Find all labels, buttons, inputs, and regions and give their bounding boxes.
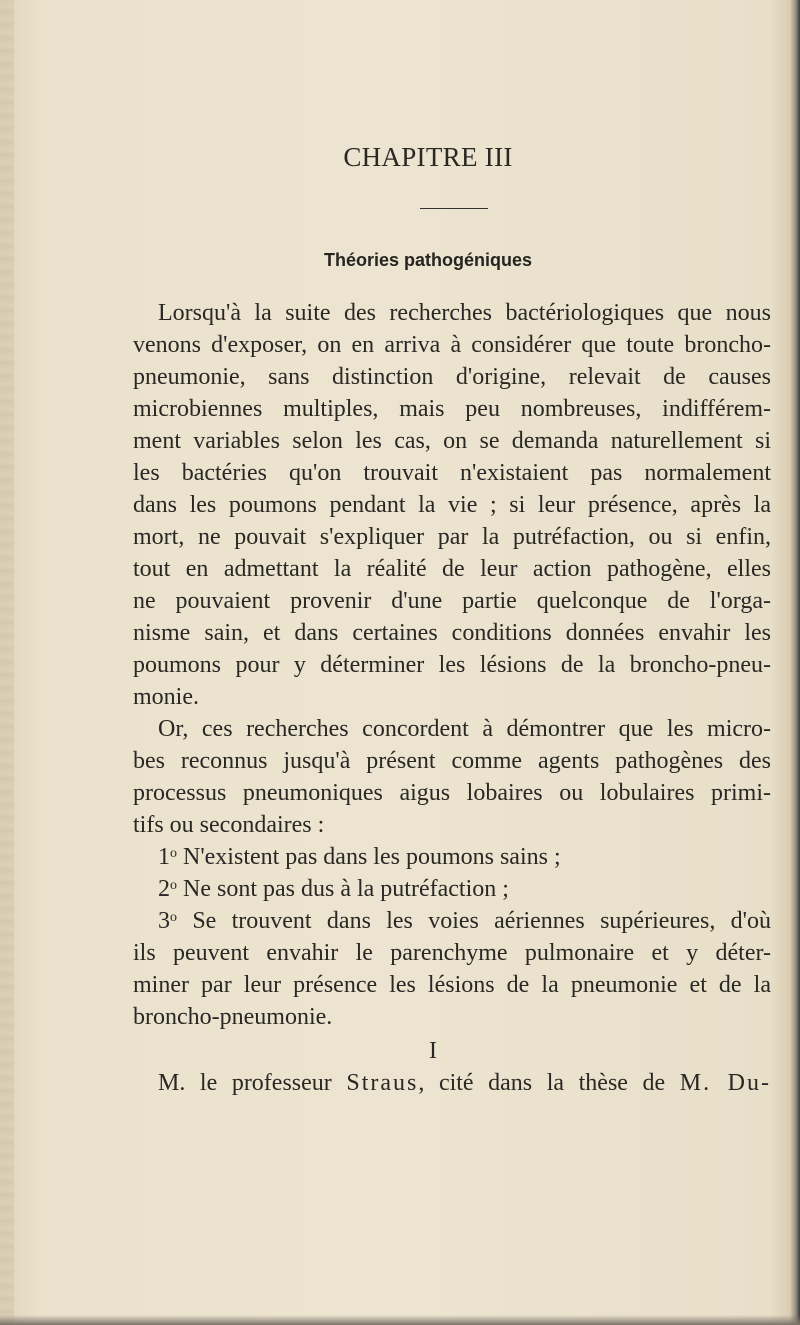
paragraph1-line: poumons pour y déterminer les lésions de la broncho-pneu-	[133, 652, 771, 678]
paragraph1-line: ne pouvaient provenir d'une partie quelconque de l'orga-	[133, 588, 771, 614]
paragraph1-line: dans les poumons pendant la vie ; si leur présence, après la	[133, 492, 771, 518]
paragraph1-line: microbiennes multiples, mais peu nombreuses, indifférem-	[133, 396, 771, 422]
paragraph2-line: Or, ces recherches concordent à démontrer que les micro-	[158, 716, 771, 742]
list-item-number: 1	[158, 844, 170, 870]
subsection-numeral: I	[429, 1038, 437, 1064]
final-line-middle: , cité dans la thèse de	[418, 1070, 680, 1096]
list-item-number: 3	[158, 908, 170, 934]
list-item	[158, 873, 771, 905]
paragraph1-line: mort, ne pouvait s'expliquer par la putréfaction, ou si enfin,	[133, 524, 771, 550]
list-item-text: N'existent pas dans les poumons sains ;	[183, 844, 561, 870]
final-line	[158, 1067, 771, 1099]
paragraph1-line: venons d'exposer, on en arriva à considérer que toute broncho-	[133, 332, 771, 358]
list-item	[158, 841, 771, 873]
paragraph2-line: processus pneumoniques aigus lobaires ou lobulaires primi-	[133, 780, 771, 806]
paragraph1-line: Lorsqu'à la suite des recherches bactériologiques que nous	[158, 300, 771, 326]
page-bottom-shadow	[0, 1315, 800, 1325]
final-line-start: M. le professeur	[158, 1070, 347, 1096]
list-item-text: Ne sont pas dus à la putréfaction ;	[183, 876, 509, 902]
list-continuation-line: broncho-pneumonie.	[133, 1004, 333, 1030]
section-heading: Théories pathogéniques	[323, 250, 533, 270]
author-name: Straus	[346, 1070, 419, 1096]
ordinal-mark: o	[170, 910, 177, 925]
paragraph2-line: bes reconnus jusqu'à présent comme agents pathogènes des	[133, 748, 771, 774]
paragraph1-line: tout en admettant la réalité de leur action pathogène, elles	[133, 556, 771, 582]
page-binding-edge	[0, 0, 14, 1325]
list-item-number: 2	[158, 876, 170, 902]
ordinal-mark: o	[170, 878, 177, 893]
chapter-title: CHAPITRE III	[343, 142, 513, 172]
paragraph2-line: tifs ou secondaires :	[133, 812, 325, 838]
paragraph1-line: nisme sain, et dans certaines conditions données envahir les	[133, 620, 771, 646]
final-line-end: M. Du-	[679, 1070, 771, 1096]
list-continuation-line: ils peuvent envahir le parenchyme pulmonaire et y déter-	[133, 940, 771, 966]
paragraph1-line: ment variables selon les cas, on se demanda naturellement si	[133, 428, 771, 454]
list-item-text: Se trouvent dans les voies aériennes supérieures, d'où	[192, 908, 772, 934]
list-item	[158, 905, 771, 937]
paragraph1-line: monie.	[133, 684, 199, 710]
ordinal-mark: o	[170, 846, 177, 861]
title-rule	[420, 208, 488, 209]
list-continuation-line: miner par leur présence les lésions de la pneumonie et de la	[133, 972, 771, 998]
paragraph1-line: pneumonie, sans distinction d'origine, relevait de causes	[133, 364, 771, 390]
paragraph1-line: les bactéries qu'on trouvait n'existaient pas normalement	[133, 460, 771, 486]
